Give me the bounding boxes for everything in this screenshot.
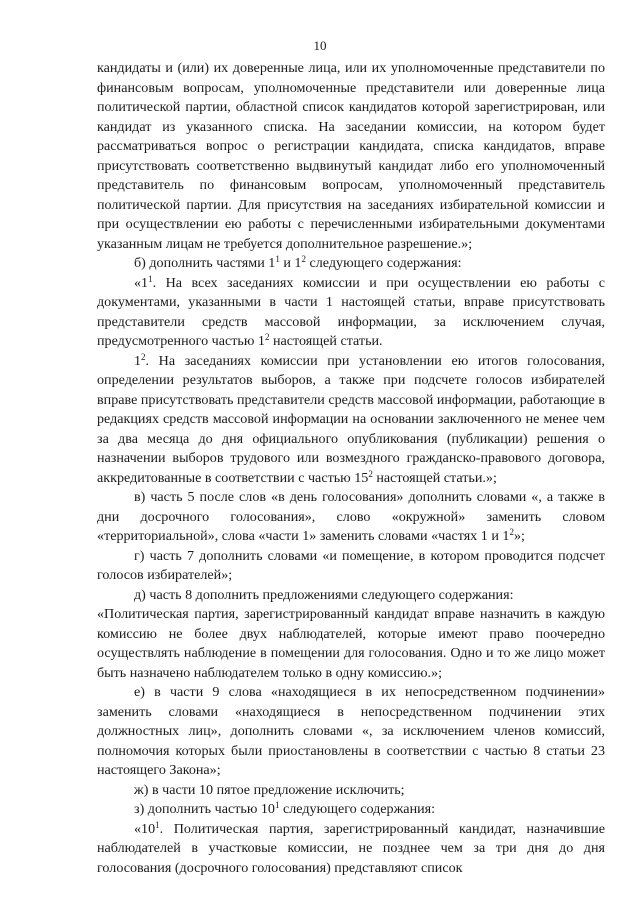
superscript: 1 — [155, 819, 160, 830]
paragraph-p-b-1 — [97, 274, 605, 352]
paragraph-p-b-2 — [97, 352, 605, 489]
page-number: 10 — [313, 38, 327, 53]
text-run: б) дополнить частями 1 — [134, 255, 276, 271]
superscript: 2 — [509, 527, 514, 537]
text-run: настоящей статьи. — [269, 333, 383, 349]
text-run: настоящей статьи.»; — [372, 469, 497, 486]
text-run: з) дополнить частью 10 — [134, 801, 275, 817]
text-run: е) в части 9 слова «находящиеся в их непосредственном подчинении» заменить словами «находящиеся в непосредственном подчинении этих должностных лиц», дополнить словами «, за исключением членов комиссий, полномочия которых были приостановлены в соответствии с частью 8 статьи 23 настоящего Закона»; — [97, 684, 605, 778]
text-run: кандидаты и (или) их доверенные лица, или их уполномоченные представители по финансовым вопросам, уполномоченные представители или доверенные лица политической партии, областной список кандидатов которой зарегистрирован, или кандидат из указанного списка. На заседании комиссии, на котором будет рассматриваться вопрос о регистрации кандидата, списка кандидатов, вправе присутствовать соответственно выдвинутый кандидат либо его уполномоченный представитель по финансовым вопросам, уполномоченный представитель политической партии. Для присутствия на заседаниях избирательной комиссии и при осуществлении ею работы с перечисленными избирательными документами указанным лицам не требуется дополнительное разрешение.»; — [97, 60, 605, 252]
text-run: г) часть 7 дополнить словами «и помещение, в котором проводится подсчет голосов избирателей»; — [97, 547, 605, 583]
text-run: д) часть 8 дополнить предложениями следующего содержания: — [134, 586, 514, 603]
text-run: следующего содержания: — [305, 255, 462, 271]
paragraph-p-g — [97, 547, 605, 586]
text-run: »; — [513, 528, 525, 544]
text-run: «10 — [134, 820, 156, 837]
paragraph-p-d-text — [97, 605, 605, 683]
superscript: 2 — [301, 254, 306, 264]
superscript: 1 — [275, 254, 280, 264]
text-run: и 1 — [279, 255, 302, 271]
superscript: 2 — [264, 332, 270, 342]
superscript: 2 — [368, 468, 373, 479]
paragraph-p-cont — [97, 59, 605, 254]
superscript: 1 — [148, 273, 153, 284]
paragraph-p-z-1 — [97, 820, 605, 879]
paragraph-p-d — [97, 586, 605, 606]
text-run: 1 — [134, 352, 142, 369]
text-run: «1 — [134, 274, 149, 291]
paragraph-p-z — [97, 800, 605, 820]
paragraph-p-b — [97, 254, 605, 274]
text-run: ж) в части 10 пятое предложение исключить; — [134, 781, 405, 798]
paragraph-p-v — [97, 488, 605, 547]
superscript: 2 — [141, 351, 146, 362]
text-run: . На всех заседаниях комиссии и при осуществлении ею работы с документами, указанными в части 1 настоящей статьи, вправе присутствовать представители средств массовой информации, за исключением случая, предусмотренного частью 1 — [97, 274, 605, 349]
text-run: «Политическая партия, зарегистрированный кандидат вправе назначить в каждую комиссию не более двух наблюдателей, которые имеют право поочередно осуществлять наблюдение в помещении для голосования. Одно и то же лицо может быть назначено наблюдателем только в одну комиссию.»; — [97, 606, 605, 681]
paragraph-p-e — [97, 683, 605, 781]
text-run: следующего содержания: — [279, 801, 436, 817]
text-run: . Политическая партия, зарегистрированный кандидат, назначившие наблюдателей в участковые комиссии, не позднее чем за три дня до дня голосования (досрочного голосования) представляют список — [97, 820, 605, 876]
text-run: . На заседаниях комиссии при установлении ею итогов голосования, определении результатов выборов, а также при подсчете голосов избирателей вправе присутствовать представители средств массовой информации, работающие в редакциях средств массовой информации на основании заключенного не менее чем за два месяца до дня официального опубликования (публикации) решения о назначении выборов трудового или возмездного гражданско-правового договора, аккредитованные в соответствии с частью 15 — [97, 352, 605, 486]
document-body — [97, 59, 605, 878]
superscript: 1 — [274, 800, 280, 810]
text-run: в) часть 5 после слов «в день голосования» дополнить словами «, а также в дни досрочного голосования», слово «окружной» заменить словом «территориальной», слова «части 1» заменить словами «частях 1 и 1 — [97, 489, 605, 544]
paragraph-p-zh — [97, 781, 605, 801]
